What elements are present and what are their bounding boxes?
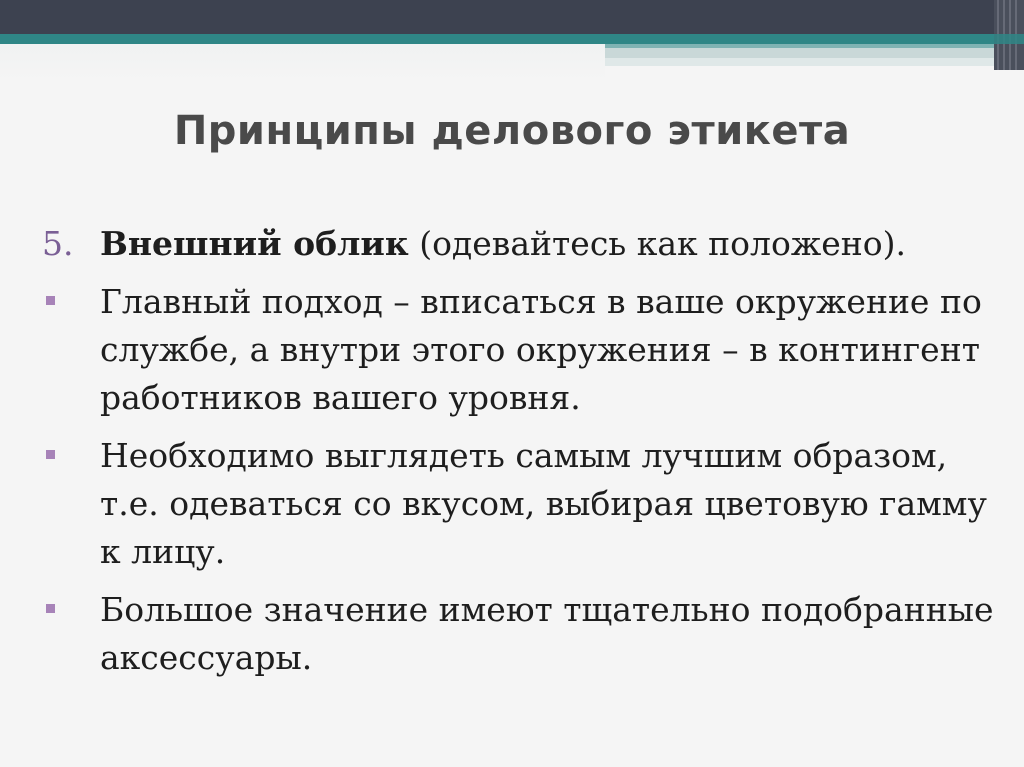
slide-content xyxy=(38,220,998,692)
bullet-text: Большое значение имеют тщательно подобранные аксессуары. xyxy=(100,590,994,677)
item-heading: Внешний облик xyxy=(100,224,409,263)
header-fade xyxy=(0,44,605,80)
slide-title: Принципы делового этикета xyxy=(173,108,851,154)
header-band-dark xyxy=(0,0,1024,34)
item-number: 5. xyxy=(42,224,74,263)
bullet-marker-icon xyxy=(46,450,55,459)
numbered-item xyxy=(38,220,998,268)
bullet-marker-icon xyxy=(46,296,55,305)
bullet-text: Необходимо выглядеть самым лучшим образом, т.е. одеваться со вкусом, выбирая цветовую гамму к лицу. xyxy=(100,436,987,571)
bullet-text: Главный подход – вписаться в ваше окружение по службе, а внутри этого окружения – в контингент работников вашего уровня. xyxy=(100,282,982,417)
bullet-item xyxy=(38,586,998,682)
item-heading-note: (одевайтесь как положено). xyxy=(408,224,906,263)
header-band-step-light xyxy=(605,58,1024,66)
corner-stripes-decoration xyxy=(994,0,1024,70)
bullet-item xyxy=(38,278,998,422)
bullet-item xyxy=(38,432,998,576)
header-band-teal xyxy=(0,34,1024,44)
header-band-step xyxy=(605,48,1024,58)
bullet-marker-icon xyxy=(46,604,55,613)
